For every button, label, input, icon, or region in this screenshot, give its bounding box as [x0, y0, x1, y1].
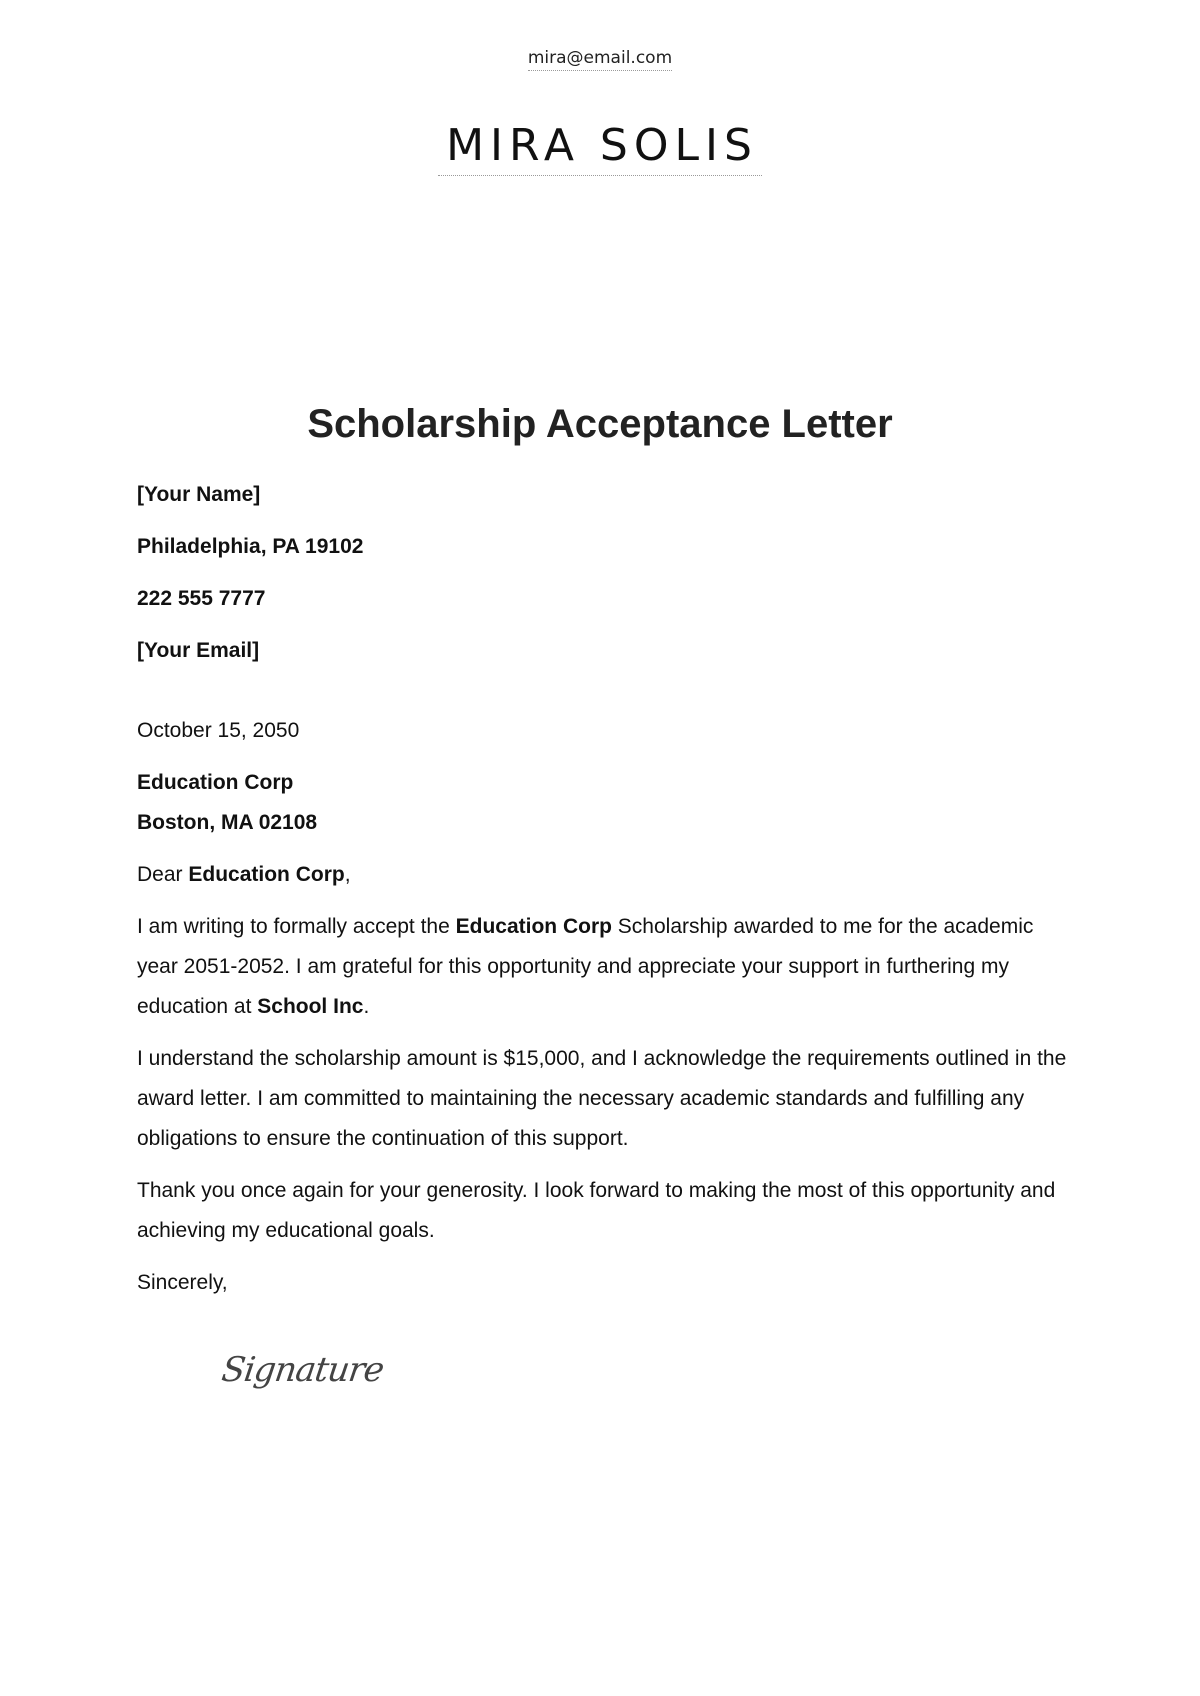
header-name-container	[0, 120, 1200, 171]
header-name: MIRA SOLIS	[438, 120, 762, 176]
paragraph-acceptance-school: School Inc	[257, 995, 364, 1018]
letter-body	[137, 475, 1077, 1303]
paragraph-acceptance-org: Education Corp	[455, 915, 612, 938]
signature: Signature	[219, 1350, 386, 1390]
recipient-city: Boston, MA 02108	[137, 811, 318, 834]
salutation-prefix: Dear	[137, 863, 189, 886]
header-email[interactable]: mira@email.com	[528, 48, 672, 71]
paragraph-acceptance-part2: Scholarship awarded to me for the academic year 2051-2052. I am grateful for this opportunity and appreciate your support in furthering my education at	[137, 915, 1034, 1018]
closing: Sincerely,	[137, 1271, 228, 1294]
paragraph-acceptance	[137, 907, 1077, 1027]
letter-title: Scholarship Acceptance Letter	[307, 402, 893, 446]
salutation	[137, 855, 1077, 895]
sender-phone: 222 555 7777	[137, 587, 266, 610]
salutation-suffix: ,	[344, 863, 351, 886]
paragraph-acceptance-part1: I am writing to formally accept the	[137, 915, 456, 938]
paragraph-requirements: I understand the scholarship amount is $15,000, and I acknowledge the requirements outlined in the award letter. I am committed to maintaining the necessary academic standards and fulfilling any obligations to ensure the continuation of this support.	[137, 1047, 1067, 1150]
paragraph-thanks: Thank you once again for your generosity. I look forward to making the most of this opportunity and achieving my educational goals.	[137, 1179, 1056, 1242]
sender-city: Philadelphia, PA 19102	[137, 535, 364, 558]
letter-date: October 15, 2050	[137, 719, 300, 742]
paragraph-acceptance-part3: .	[363, 995, 370, 1018]
recipient-organization: Education Corp	[137, 771, 294, 794]
sender-email: [Your Email]	[137, 639, 260, 662]
sender-name: [Your Name]	[137, 483, 261, 506]
header-email-container	[0, 48, 1200, 68]
recipient-block	[137, 763, 1077, 843]
salutation-name: Education Corp	[188, 863, 345, 886]
